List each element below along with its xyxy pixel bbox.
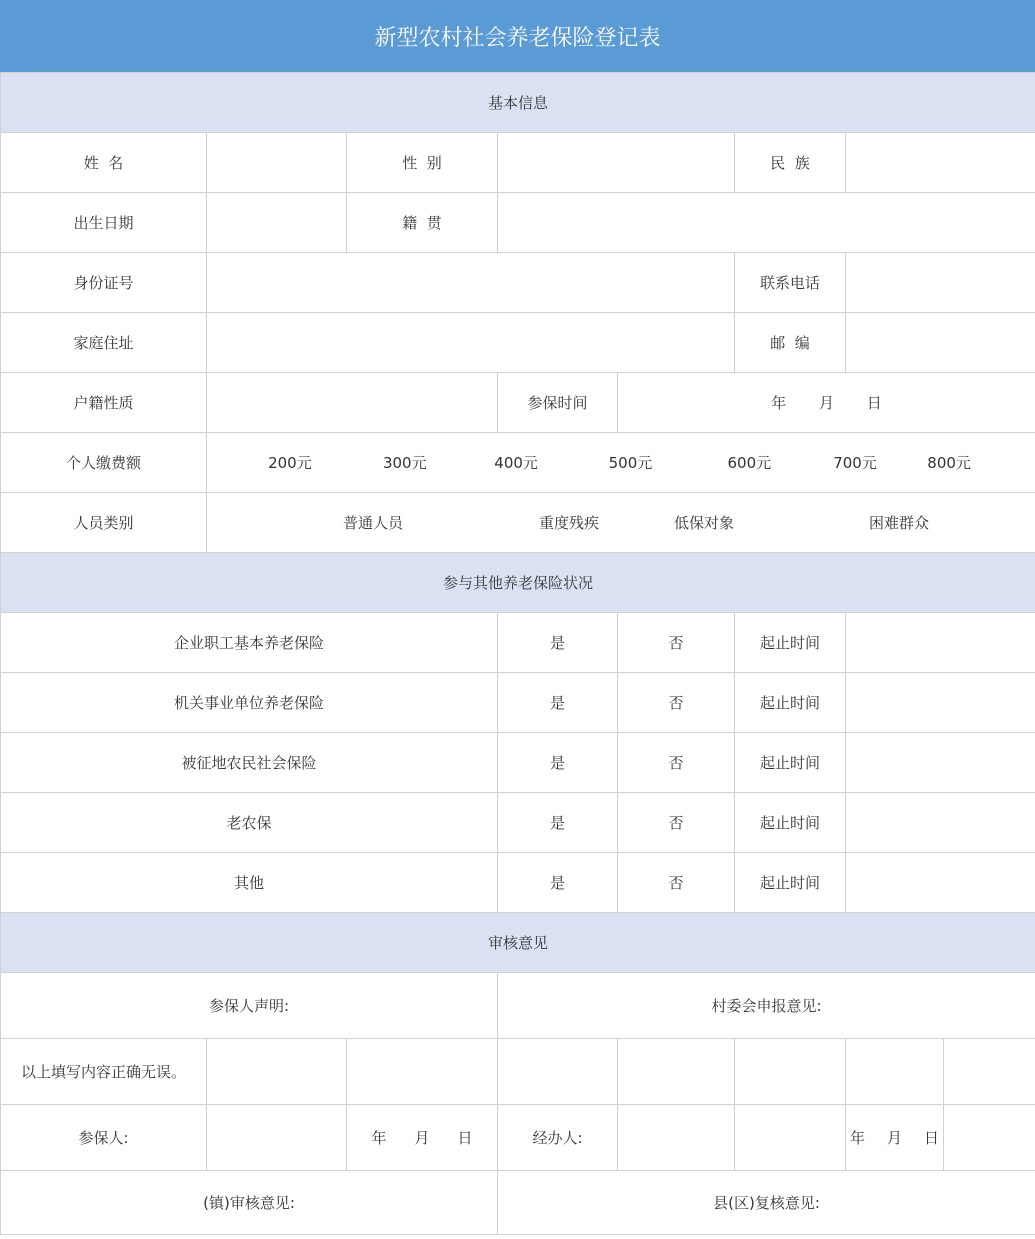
section-other-insurance: 参与其他养老保险状况 — [1, 553, 1035, 613]
section-basic-info: 基本信息 — [1, 73, 1035, 133]
no-option[interactable]: 否 — [618, 793, 735, 853]
ethnicity-field[interactable] — [846, 133, 1035, 193]
period-field[interactable] — [846, 733, 1035, 793]
name-label: 姓 名 — [1, 133, 207, 193]
ethnicity-label: 民 族 — [735, 133, 846, 193]
insurance-type: 机关事业单位养老保险 — [1, 673, 498, 733]
name-field[interactable] — [207, 133, 347, 193]
village-cell[interactable] — [846, 1039, 944, 1105]
category-option[interactable]: 低保对象 — [673, 514, 734, 532]
period-field[interactable] — [846, 853, 1035, 913]
year-label: 年 — [850, 1129, 866, 1147]
id-number-field[interactable] — [207, 253, 735, 313]
gender-field[interactable] — [498, 133, 735, 193]
year-label: 年 — [371, 1129, 387, 1147]
declaration-label: 参保人声明: — [1, 973, 498, 1039]
day-label: 日 — [457, 1129, 473, 1147]
declaration-cell[interactable] — [347, 1039, 498, 1105]
village-opinion-label: 村委会申报意见: — [498, 973, 1035, 1039]
month-label: 月 — [819, 394, 835, 412]
postcode-label: 邮 编 — [735, 313, 846, 373]
yes-option[interactable]: 是 — [498, 673, 618, 733]
village-cell[interactable] — [498, 1039, 618, 1105]
applicant-signature[interactable] — [207, 1105, 347, 1171]
insured-date-parts — [618, 392, 1035, 413]
household-type-label: 户籍性质 — [1, 373, 207, 433]
period-label: 起止时间 — [735, 733, 846, 793]
period-label: 起止时间 — [735, 673, 846, 733]
contribution-option[interactable]: 800元 — [927, 454, 971, 472]
town-opinion-label: (镇)审核意见: — [1, 1171, 498, 1235]
year-label: 年 — [771, 394, 787, 412]
form-table — [0, 72, 1035, 1235]
native-place-field[interactable] — [498, 193, 1035, 253]
insurance-type: 企业职工基本养老保险 — [1, 613, 498, 673]
gender-label: 性 别 — [347, 133, 498, 193]
contribution-option[interactable]: 500元 — [608, 454, 653, 472]
yes-option[interactable]: 是 — [498, 733, 618, 793]
contribution-options — [207, 433, 1035, 493]
village-cell[interactable] — [735, 1039, 846, 1105]
phone-label: 联系电话 — [735, 253, 846, 313]
month-label: 月 — [414, 1129, 430, 1147]
yes-option[interactable]: 是 — [498, 793, 618, 853]
period-field[interactable] — [846, 793, 1035, 853]
applicant-label: 参保人: — [1, 1105, 207, 1171]
no-option[interactable]: 否 — [618, 853, 735, 913]
no-option[interactable]: 否 — [618, 733, 735, 793]
handler-label: 经办人: — [498, 1105, 618, 1171]
day-label: 日 — [923, 1129, 939, 1147]
id-number-label: 身份证号 — [1, 253, 207, 313]
section-review: 审核意见 — [1, 913, 1035, 973]
category-option[interactable]: 普通人员 — [342, 514, 403, 532]
contribution-option[interactable]: 700元 — [833, 454, 877, 472]
no-option[interactable]: 否 — [618, 613, 735, 673]
handler-cell[interactable] — [944, 1105, 1035, 1171]
birth-date-field[interactable] — [207, 193, 347, 253]
yes-option[interactable]: 是 — [498, 613, 618, 673]
no-option[interactable]: 否 — [618, 673, 735, 733]
yes-option[interactable]: 是 — [498, 853, 618, 913]
contribution-option[interactable]: 400元 — [494, 454, 538, 472]
native-place-label: 籍 贯 — [347, 193, 498, 253]
contribution-option[interactable]: 600元 — [727, 454, 772, 472]
birth-date-label: 出生日期 — [1, 193, 207, 253]
declaration-cell[interactable] — [207, 1039, 347, 1105]
county-opinion-label: 县(区)复核意见: — [498, 1171, 1035, 1235]
month-label: 月 — [886, 1129, 902, 1147]
period-label: 起止时间 — [735, 613, 846, 673]
address-field[interactable] — [207, 313, 735, 373]
insurance-type: 老农保 — [1, 793, 498, 853]
contribution-option[interactable]: 300元 — [382, 454, 427, 472]
village-cell[interactable] — [944, 1039, 1035, 1105]
form-title: 新型农村社会养老保险登记表 — [0, 0, 1035, 72]
insured-time-label: 参保时间 — [498, 373, 618, 433]
contribution-option[interactable]: 200元 — [268, 454, 312, 472]
household-type-field[interactable] — [207, 373, 498, 433]
handler-signature[interactable] — [618, 1105, 735, 1171]
village-cell[interactable] — [618, 1039, 735, 1105]
phone-field[interactable] — [846, 253, 1035, 313]
period-label: 起止时间 — [735, 853, 846, 913]
period-label: 起止时间 — [735, 793, 846, 853]
contribution-label: 个人缴费额 — [1, 433, 207, 493]
category-options: 普通人员 重度残疾 低保对象 困难群众 — [207, 493, 1035, 553]
day-label: 日 — [866, 394, 882, 412]
period-field[interactable] — [846, 613, 1035, 673]
period-field[interactable] — [846, 673, 1035, 733]
address-label: 家庭住址 — [1, 313, 207, 373]
applicant-date[interactable] — [347, 1105, 498, 1171]
handler-cell[interactable] — [735, 1105, 846, 1171]
insurance-type: 其他 — [1, 853, 498, 913]
insured-time-field[interactable] — [618, 373, 1035, 433]
handler-date[interactable] — [846, 1105, 944, 1171]
declaration-text: 以上填写内容正确无误。 — [1, 1039, 207, 1105]
postcode-field[interactable] — [846, 313, 1035, 373]
insurance-type: 被征地农民社会保险 — [1, 733, 498, 793]
category-label: 人员类别 — [1, 493, 207, 553]
